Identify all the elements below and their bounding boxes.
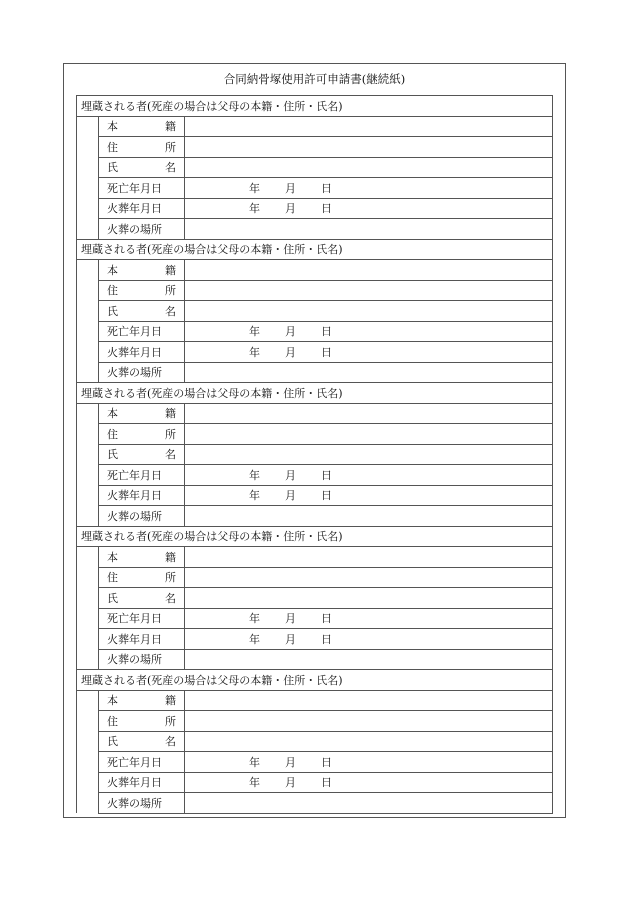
honseki-label — [99, 547, 185, 568]
month-unit: 月 — [285, 632, 296, 646]
address-field[interactable] — [185, 280, 553, 301]
death-date-row — [77, 752, 553, 773]
indent-cell — [77, 547, 99, 568]
indent-cell — [77, 342, 99, 363]
section-header-row — [77, 239, 553, 260]
cremation-date-field[interactable] — [185, 485, 553, 506]
section-header-row — [77, 526, 553, 547]
honseki-field[interactable] — [185, 403, 553, 424]
year-unit: 年 — [249, 489, 260, 503]
address-label — [99, 711, 185, 732]
death-date-label: 死亡年月日 — [99, 608, 185, 629]
address-field[interactable] — [185, 711, 553, 732]
name-label — [99, 731, 185, 752]
label-char: 籍 — [165, 694, 176, 708]
year-unit: 年 — [249, 632, 260, 646]
label-char: 名 — [165, 161, 176, 175]
address-label — [99, 137, 185, 158]
cremation-date-label: 火葬年月日 — [99, 342, 185, 363]
day-unit: 日 — [321, 468, 332, 482]
indent-cell — [77, 629, 99, 650]
year-unit: 年 — [249, 776, 260, 790]
label-char: 籍 — [165, 120, 176, 134]
label-char: 住 — [107, 571, 118, 585]
indent-cell — [77, 301, 99, 322]
name-row — [77, 444, 553, 465]
indent-cell — [77, 731, 99, 752]
death-date-label: 死亡年月日 — [99, 178, 185, 199]
death-date-row — [77, 321, 553, 342]
label-char: 本 — [107, 694, 118, 708]
label-char: 本 — [107, 263, 118, 277]
label-char: 住 — [107, 714, 118, 728]
indent-cell — [77, 772, 99, 793]
label-char: 所 — [165, 714, 176, 728]
indent-cell — [77, 588, 99, 609]
month-unit: 月 — [285, 468, 296, 482]
death-date-row — [77, 608, 553, 629]
name-label — [99, 157, 185, 178]
indent-cell — [77, 424, 99, 445]
label-char: 所 — [165, 571, 176, 585]
address-field[interactable] — [185, 567, 553, 588]
cremation-place-label: 火葬の場所 — [99, 219, 185, 240]
cremation-date-row — [77, 772, 553, 793]
cremation-date-field[interactable] — [185, 629, 553, 650]
label-char: 本 — [107, 407, 118, 421]
indent-cell — [77, 157, 99, 178]
month-unit: 月 — [285, 202, 296, 216]
indent-cell — [77, 752, 99, 773]
name-label — [99, 444, 185, 465]
section-header-row — [77, 96, 553, 117]
label-char: 所 — [165, 284, 176, 298]
month-unit: 月 — [285, 325, 296, 339]
day-unit: 日 — [321, 489, 332, 503]
name-label — [99, 588, 185, 609]
section-header: 埋蔵される者(死産の場合は父母の本籍・住所・氏名) — [77, 670, 553, 691]
honseki-field[interactable] — [185, 690, 553, 711]
cremation-place-field[interactable] — [185, 362, 553, 383]
year-unit: 年 — [249, 181, 260, 195]
month-unit: 月 — [285, 489, 296, 503]
death-date-label: 死亡年月日 — [99, 321, 185, 342]
cremation-place-label: 火葬の場所 — [99, 793, 185, 814]
label-char: 住 — [107, 284, 118, 298]
indent-cell — [77, 567, 99, 588]
indent-cell — [77, 608, 99, 629]
year-unit: 年 — [249, 755, 260, 769]
indent-cell — [77, 178, 99, 199]
label-char: 籍 — [165, 407, 176, 421]
death-date-row — [77, 178, 553, 199]
address-label — [99, 280, 185, 301]
address-field[interactable] — [185, 137, 553, 158]
section-header-row — [77, 383, 553, 404]
label-char: 本 — [107, 550, 118, 564]
address-row — [77, 424, 553, 445]
day-unit: 日 — [321, 345, 332, 359]
honseki-field[interactable] — [185, 260, 553, 281]
label-char: 氏 — [107, 304, 118, 318]
indent-cell — [77, 711, 99, 732]
cremation-place-row — [77, 793, 553, 814]
day-unit: 日 — [321, 181, 332, 195]
indent-cell — [77, 137, 99, 158]
cremation-place-row — [77, 362, 553, 383]
year-unit: 年 — [249, 468, 260, 482]
indent-cell — [77, 444, 99, 465]
indent-cell — [77, 280, 99, 301]
form-title: 合同納骨塚使用許可申請書(継続紙) — [223, 72, 406, 86]
address-label — [99, 567, 185, 588]
form-frame — [63, 63, 566, 818]
label-char: 名 — [165, 735, 176, 749]
cremation-date-label: 火葬年月日 — [99, 772, 185, 793]
cremation-date-field[interactable] — [185, 772, 553, 793]
cremation-date-field[interactable] — [185, 342, 553, 363]
honseki-label — [99, 260, 185, 281]
label-char: 名 — [165, 304, 176, 318]
indent-cell — [77, 649, 99, 670]
label-char: 住 — [107, 427, 118, 441]
label-char: 氏 — [107, 448, 118, 462]
honseki-row — [77, 116, 553, 137]
address-field[interactable] — [185, 424, 553, 445]
label-char: 籍 — [165, 550, 176, 564]
indent-cell — [77, 403, 99, 424]
month-unit: 月 — [285, 345, 296, 359]
cremation-date-label: 火葬年月日 — [99, 485, 185, 506]
name-row — [77, 301, 553, 322]
label-char: 氏 — [107, 735, 118, 749]
section-header: 埋蔵される者(死産の場合は父母の本籍・住所・氏名) — [77, 383, 553, 404]
cremation-date-row — [77, 629, 553, 650]
death-date-field[interactable] — [185, 608, 553, 629]
indent-cell — [77, 116, 99, 137]
honseki-row — [77, 690, 553, 711]
cremation-date-row — [77, 342, 553, 363]
cremation-date-label: 火葬年月日 — [99, 198, 185, 219]
death-date-field[interactable] — [185, 178, 553, 199]
year-unit: 年 — [249, 345, 260, 359]
honseki-field[interactable] — [185, 547, 553, 568]
month-unit: 月 — [285, 612, 296, 626]
name-field[interactable] — [185, 444, 553, 465]
honseki-row — [77, 547, 553, 568]
name-field[interactable] — [185, 157, 553, 178]
label-char: 所 — [165, 427, 176, 441]
year-unit: 年 — [249, 612, 260, 626]
address-label — [99, 424, 185, 445]
label-char: 住 — [107, 140, 118, 154]
month-unit: 月 — [285, 755, 296, 769]
section-header: 埋蔵される者(死産の場合は父母の本籍・住所・氏名) — [77, 96, 553, 117]
death-date-row — [77, 465, 553, 486]
section-header: 埋蔵される者(死産の場合は父母の本籍・住所・氏名) — [77, 526, 553, 547]
address-row — [77, 280, 553, 301]
cremation-place-label: 火葬の場所 — [99, 506, 185, 527]
cremation-place-field[interactable] — [185, 793, 553, 814]
cremation-place-row — [77, 649, 553, 670]
label-char: 氏 — [107, 161, 118, 175]
indent-cell — [77, 465, 99, 486]
indent-cell — [77, 485, 99, 506]
label-char: 氏 — [107, 591, 118, 605]
cremation-date-row — [77, 198, 553, 219]
year-unit: 年 — [249, 325, 260, 339]
name-field[interactable] — [185, 731, 553, 752]
honseki-label — [99, 690, 185, 711]
indent-cell — [77, 260, 99, 281]
name-label — [99, 301, 185, 322]
honseki-label — [99, 403, 185, 424]
name-field[interactable] — [185, 588, 553, 609]
cremation-date-label: 火葬年月日 — [99, 629, 185, 650]
death-date-label: 死亡年月日 — [99, 752, 185, 773]
address-row — [77, 137, 553, 158]
name-row — [77, 731, 553, 752]
cremation-date-field[interactable] — [185, 198, 553, 219]
indent-cell — [77, 793, 99, 814]
death-date-field[interactable] — [185, 465, 553, 486]
cremation-date-row — [77, 485, 553, 506]
indent-cell — [77, 219, 99, 240]
honseki-label — [99, 116, 185, 137]
year-unit: 年 — [249, 202, 260, 216]
section-header-row — [77, 670, 553, 691]
address-row — [77, 567, 553, 588]
death-date-label: 死亡年月日 — [99, 465, 185, 486]
cremation-place-field[interactable] — [185, 506, 553, 527]
day-unit: 日 — [321, 776, 332, 790]
cremation-place-label: 火葬の場所 — [99, 362, 185, 383]
day-unit: 日 — [321, 612, 332, 626]
cremation-place-field[interactable] — [185, 649, 553, 670]
death-date-field[interactable] — [185, 752, 553, 773]
cremation-place-label: 火葬の場所 — [99, 649, 185, 670]
day-unit: 日 — [321, 325, 332, 339]
label-char: 名 — [165, 448, 176, 462]
label-char: 本 — [107, 120, 118, 134]
name-field[interactable] — [185, 301, 553, 322]
label-char: 名 — [165, 591, 176, 605]
indent-cell — [77, 362, 99, 383]
month-unit: 月 — [285, 181, 296, 195]
label-char: 所 — [165, 140, 176, 154]
burial-form-table — [76, 95, 553, 814]
honseki-row — [77, 260, 553, 281]
indent-cell — [77, 506, 99, 527]
day-unit: 日 — [321, 632, 332, 646]
honseki-field[interactable] — [185, 116, 553, 137]
death-date-field[interactable] — [185, 321, 553, 342]
cremation-place-row — [77, 219, 553, 240]
month-unit: 月 — [285, 776, 296, 790]
address-row — [77, 711, 553, 732]
honseki-row — [77, 403, 553, 424]
indent-cell — [77, 690, 99, 711]
indent-cell — [77, 198, 99, 219]
cremation-place-field[interactable] — [185, 219, 553, 240]
indent-cell — [77, 321, 99, 342]
section-header: 埋蔵される者(死産の場合は父母の本籍・住所・氏名) — [77, 239, 553, 260]
name-row — [77, 157, 553, 178]
day-unit: 日 — [321, 755, 332, 769]
day-unit: 日 — [321, 202, 332, 216]
cremation-place-row — [77, 506, 553, 527]
name-row — [77, 588, 553, 609]
label-char: 籍 — [165, 263, 176, 277]
